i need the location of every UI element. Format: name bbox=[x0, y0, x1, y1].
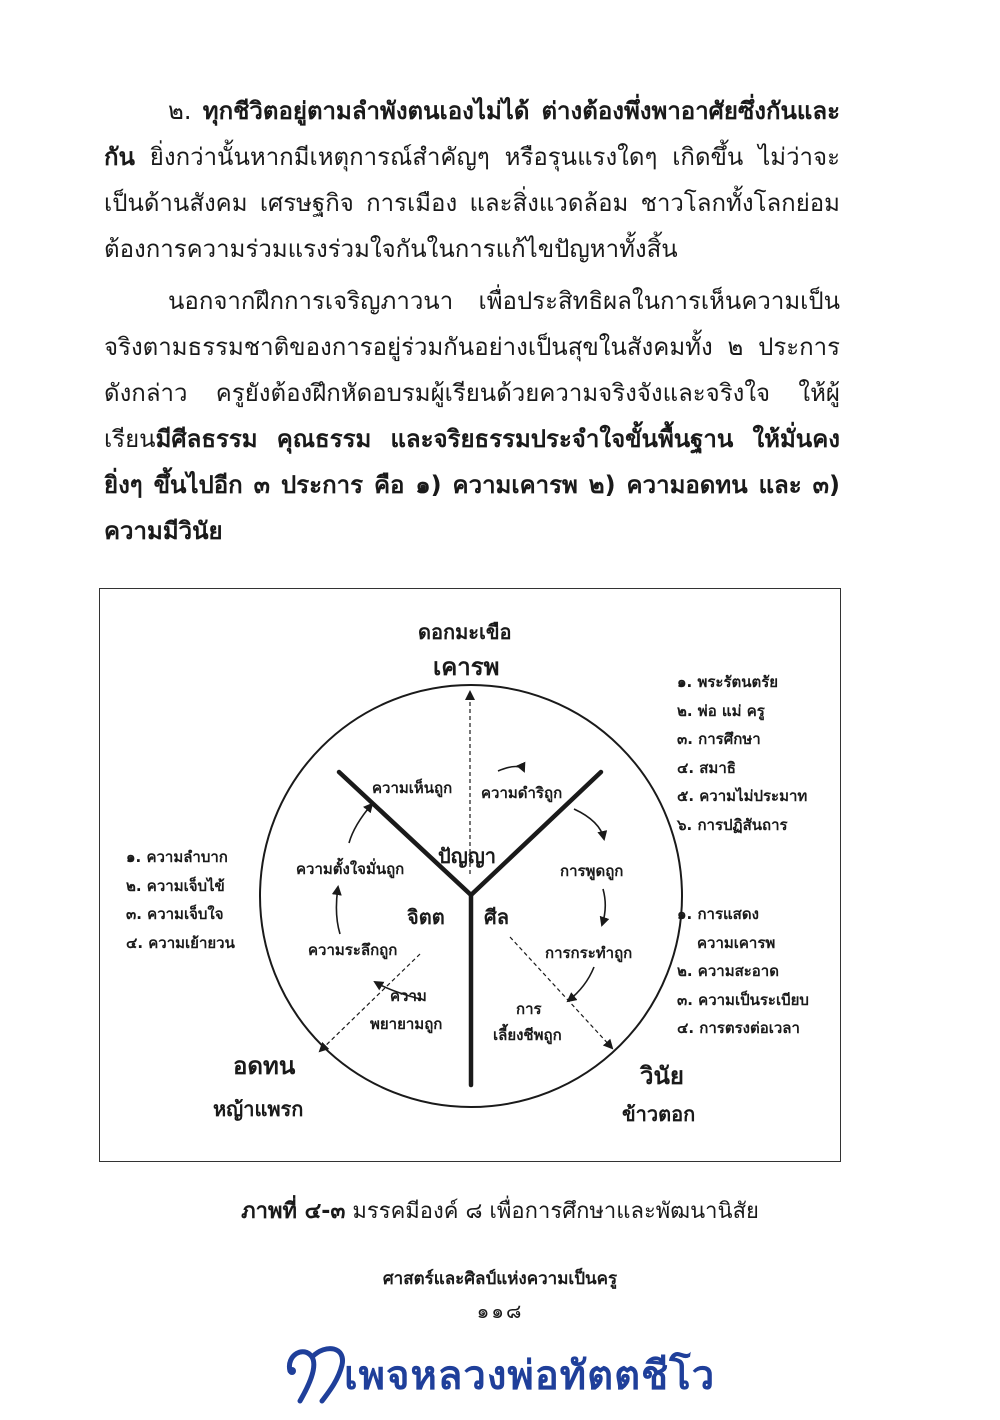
path-right-effort-2: พยายามถูก bbox=[370, 1015, 443, 1033]
paragraph-2-text: นอกจากฝึกการเจริญภาวนา เพื่อประสิทธิผลในการเห็นความเป็นจริงตามธรรมชาติของการอยู่ร่วมกันอย่างเป็นสุขในสังคมทั้ง ๒ ประการดังกล่าว ครูยังต้องฝึกหัดอบรมผู้เรียนด้วยความจริงจังและจริงใจ ให้ผู้เรียน bbox=[104, 287, 840, 453]
discipline-item: ๓. ความเป็นระเบียบ bbox=[677, 990, 809, 1009]
endurance-item: ๒. ความเจ็บไข้ bbox=[126, 876, 225, 895]
top-flower-label: ดอกมะเขือ bbox=[418, 620, 512, 644]
top-virtue-label: เคารพ bbox=[433, 653, 500, 681]
discipline-item: ๑. การแสดง bbox=[677, 905, 759, 923]
path-right-intention: ความดำริถูก bbox=[481, 784, 563, 802]
paragraph-2-bold: มีศีลธรรม คุณธรรม และจริยธรรมประจำใจขั้นพื้นฐาน ให้มั่นคงยิ่งๆ ขึ้นไปอีก ๓ ประการ คือ ๑) ความเคารพ ๒) ความอดทน และ ๓) ความมีวินัย bbox=[104, 425, 840, 545]
paragraph-2-body bbox=[104, 278, 840, 554]
left-flower-label: หญ้าแพรก bbox=[213, 1097, 304, 1121]
figure-caption bbox=[0, 1193, 1000, 1228]
right-flower-label: ข้าวตอก bbox=[622, 1102, 696, 1126]
path-right-livelihood-2: เลี้ยงชีพถูก bbox=[493, 1026, 562, 1044]
center-morality-label: ศีล bbox=[484, 905, 509, 929]
arrow-action-to-livelihood bbox=[568, 967, 594, 1001]
arrow-mindfulness-to-concentration bbox=[336, 887, 340, 934]
brand-mark-icon bbox=[282, 1335, 352, 1405]
path-right-view: ความเห็นถูก bbox=[372, 779, 453, 797]
path-right-action: การกระทำถูก bbox=[545, 944, 633, 962]
respect-item: ๒. พ่อ แม่ ครู bbox=[677, 701, 765, 720]
respect-item: ๑. พระรัตนตรัย bbox=[677, 673, 779, 691]
arrow-speech-to-action bbox=[602, 889, 605, 925]
paragraph-1-number: ๒. bbox=[168, 97, 192, 125]
page-number: ๑๑๘ bbox=[476, 1299, 524, 1323]
path-right-livelihood-1: การ bbox=[516, 1000, 542, 1018]
discipline-item: ความเคารพ bbox=[697, 933, 776, 952]
figure-frame bbox=[99, 588, 841, 1162]
endurance-item: ๑. ความลำบาก bbox=[126, 848, 228, 866]
brand-name: เพจหลวงพ่อทัตตชีโว bbox=[344, 1353, 716, 1399]
arrow-intention-to-speech bbox=[574, 809, 604, 839]
caption-label: ภาพที่ ๔-๓ bbox=[241, 1199, 346, 1224]
footer-book-title: ศาสตร์และศิลป์แห่งความเป็นครู bbox=[382, 1269, 618, 1289]
path-right-mindfulness: ความระลึกถูก bbox=[308, 941, 398, 959]
paragraph-1-rest: ยิ่งกว่านั้นหากมีเหตุการณ์สำคัญๆ หรือรุนแรงใดๆ เกิดขึ้น ไม่ว่าจะเป็นด้านสังคม เศรษฐกิจ การเมือง และสิ่งแวดล้อม ชาวโลกทั้งโลกย่อมต้องการความร่วมแรงร่วมใจกันในการแก้ไขปัญหาทั้งสิ้น bbox=[104, 143, 840, 263]
discipline-list bbox=[677, 900, 809, 1043]
right-virtue-label: วินัย bbox=[640, 1062, 684, 1090]
brand-logo bbox=[282, 1335, 722, 1405]
respect-list bbox=[677, 668, 807, 840]
caption-text: มรรคมีองค์ ๘ เพื่อการศึกษาและพัฒนานิสัย bbox=[345, 1199, 759, 1224]
respect-item: ๖. การปฏิสันถาร bbox=[677, 815, 788, 834]
paragraph-1-bold-lead: ทุกชีวิตอยู่ตามลำพังตนเองไม่ได้ ต่างต้องพึ่งพาอาศัยซึ่งกันและกัน bbox=[104, 97, 840, 171]
discipline-item: ๔. การตรงต่อเวลา bbox=[677, 1019, 800, 1038]
path-right-speech: การพูดถูก bbox=[560, 862, 624, 880]
respect-item: ๓. การศึกษา bbox=[677, 730, 761, 749]
paragraph-1-body bbox=[104, 88, 840, 272]
respect-item: ๕. ความไม่ประมาท bbox=[677, 787, 808, 806]
endurance-item: ๓. ความเจ็บใจ bbox=[126, 905, 224, 924]
endurance-item: ๔. ความเย้ายวน bbox=[126, 933, 235, 952]
center-mind-label: จิตต bbox=[407, 905, 445, 929]
paragraph-1 bbox=[104, 88, 840, 272]
center-wisdom-label: ปัญญา bbox=[438, 844, 497, 868]
endurance-list bbox=[126, 843, 235, 957]
arrow-concentration-to-view bbox=[349, 804, 372, 843]
respect-item: ๔. สมาธิ bbox=[677, 758, 736, 777]
arrow-view-to-intention bbox=[498, 767, 524, 772]
path-right-concentration: ความตั้งใจมั่นถูก bbox=[296, 860, 405, 878]
left-virtue-label: อดทน bbox=[233, 1052, 296, 1080]
discipline-item: ๒. ความสะอาด bbox=[677, 962, 779, 981]
path-right-effort-1: ความ bbox=[390, 987, 427, 1005]
paragraph-2 bbox=[104, 278, 840, 554]
